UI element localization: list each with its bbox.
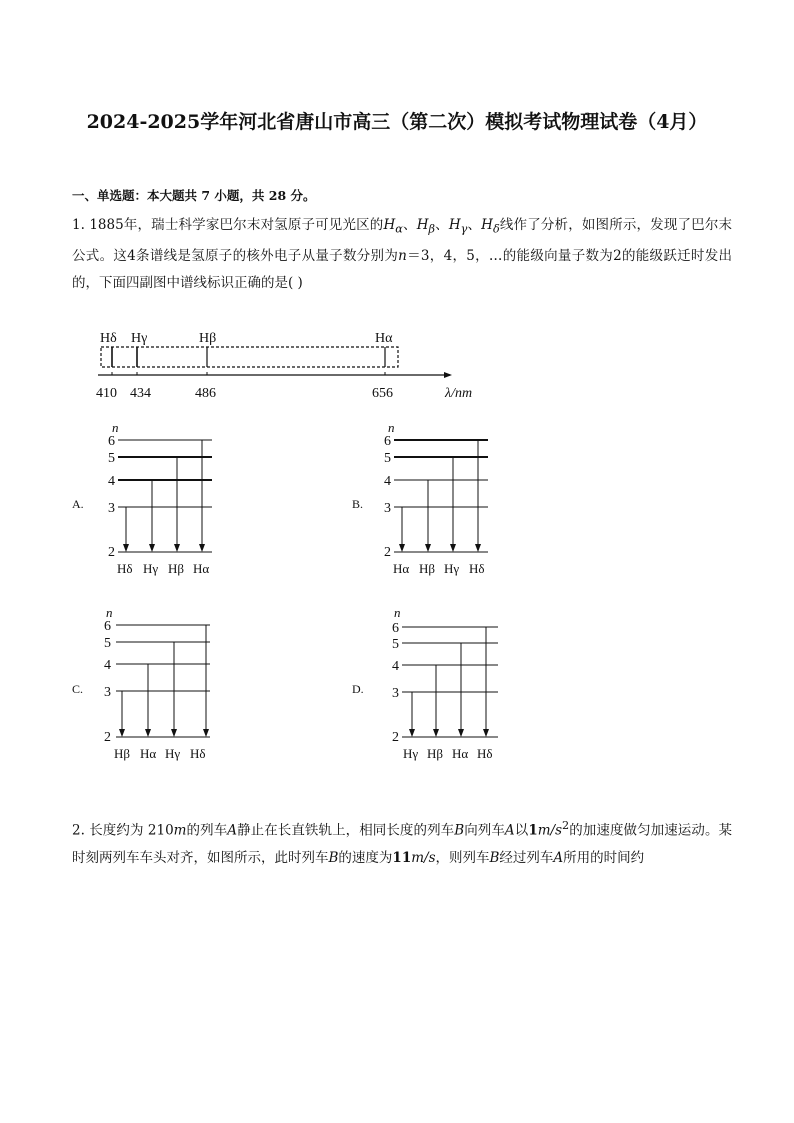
spectrum-figure: [90, 320, 490, 402]
level-2-label: 2: [392, 730, 399, 745]
q1-text-2: 线作了分析，如图所示，发现了巴尔末公式。这4条谱线是氢原子的核外电子从量子数分别为: [72, 217, 733, 264]
q2-train-b: B: [328, 849, 339, 866]
level-6-label: 6: [108, 434, 115, 449]
level-6-label: 6: [392, 621, 399, 636]
q2-text-1: 2. 长度约为: [72, 822, 148, 839]
line-label: Hα: [140, 746, 157, 761]
page-title: 2024-2025学年河北省唐山市高三（第二次）模拟考试物理试卷（4月）: [86, 111, 708, 133]
q1-sep-1: 、: [402, 217, 417, 233]
arrow-head-icon: [483, 729, 489, 737]
q1-text-3: ＝3，4，5，…的能级向量子数为2的能级跃迁时发出的，下面四副图中谱线标识正确的是( ): [72, 247, 733, 291]
spec-label-h-delta: Hδ: [100, 331, 117, 346]
arrow-head-icon: [458, 729, 464, 737]
q1-h-gamma: H: [448, 217, 461, 233]
wavelength-486: 486: [195, 386, 216, 401]
q1-n: n: [398, 247, 407, 264]
level-2-label: 2: [108, 545, 115, 560]
q2-train-a: A: [553, 849, 564, 866]
q2-acc-square: 2: [562, 819, 570, 832]
level-5-label: 5: [392, 637, 399, 652]
q2-text-10: 所用的时间约: [563, 849, 645, 866]
level-4-label: 4: [384, 474, 391, 489]
q2-vel-unit: m/s: [411, 849, 436, 866]
line-label: Hβ: [168, 561, 185, 576]
level-3-label: 3: [108, 501, 115, 516]
option-b-diagram: [376, 420, 506, 585]
line-label: Hγ: [165, 746, 181, 761]
q2-text-5: 以: [514, 822, 529, 839]
wavelength-656: 656: [372, 386, 393, 401]
arrow-head-icon: [199, 544, 205, 552]
option-a-diagram: [100, 420, 230, 585]
q1-alpha: α: [395, 222, 403, 236]
q2-acceleration: 1: [528, 822, 538, 839]
spec-label-h-beta: Hβ: [199, 331, 217, 346]
q2-text-6: 的加速度做匀加速运动。某时刻两列车车头对齐，如图所示，此时列车: [72, 822, 733, 866]
level-3-label: 3: [104, 685, 111, 700]
level-5-label: 5: [104, 636, 111, 651]
arrow-head-icon: [119, 729, 125, 737]
line-label: Hβ: [419, 561, 436, 576]
q2-train-b: B: [489, 849, 500, 866]
arrow-head-icon: [475, 544, 481, 552]
q2-text-3: 静止在长直铁轨上，相同长度的列车: [237, 822, 455, 839]
line-label: Hδ: [190, 746, 206, 761]
question-1: [72, 212, 732, 297]
wavelength-434: 434: [130, 386, 151, 401]
axis-label: λ/nm: [445, 386, 473, 401]
option-d-letter: D.: [352, 682, 364, 696]
q1-sep-3: 、: [467, 217, 482, 233]
n-label: n: [112, 420, 119, 435]
question-2: [72, 812, 732, 872]
q2-velocity: 11: [392, 849, 412, 866]
level-2-label: 2: [384, 545, 391, 560]
level-5-label: 5: [384, 451, 391, 466]
q1-sep-2: 、: [434, 217, 449, 233]
q1-h-alpha: H: [383, 217, 396, 233]
line-label: Hα: [393, 561, 410, 576]
spec-label-h-gamma: Hγ: [131, 331, 148, 346]
level-3-label: 3: [392, 686, 399, 701]
level-4-label: 4: [104, 658, 111, 673]
arrow-head-icon: [123, 544, 129, 552]
level-4-label: 4: [392, 659, 399, 674]
arrow-head-icon: [399, 544, 405, 552]
line-label: Hγ: [403, 746, 419, 761]
arrow-head-icon: [171, 729, 177, 737]
line-label: Hα: [452, 746, 469, 761]
level-2-label: 2: [104, 730, 111, 745]
option-c-letter: C.: [72, 682, 84, 696]
wavelength-410: 410: [96, 386, 117, 401]
q2-text-9: 经过列车: [499, 849, 554, 866]
q2-train-a: A: [227, 822, 238, 839]
q2-acc-unit: m/s: [537, 822, 562, 839]
arrow-head-icon: [450, 544, 456, 552]
line-label: Hδ: [117, 561, 133, 576]
q2-train-b: B: [454, 822, 465, 839]
spec-label-h-alpha: Hα: [375, 331, 393, 346]
q2-unit-m: m: [173, 822, 187, 839]
option-b-letter: B.: [352, 497, 364, 511]
line-label: Hγ: [444, 561, 460, 576]
line-label: Hδ: [469, 561, 485, 576]
q2-text-2: 的列车: [186, 822, 228, 839]
spectrum-dashed-box: [101, 347, 398, 367]
line-label: Hβ: [114, 746, 131, 761]
level-3-label: 3: [384, 501, 391, 516]
q2-text-4: 向列车: [464, 822, 505, 839]
axis-arrow-icon: [444, 372, 452, 378]
q1-gamma: γ: [460, 222, 468, 236]
arrow-head-icon: [433, 729, 439, 737]
q2-text-8: ，则列车: [435, 849, 490, 866]
arrow-head-icon: [149, 544, 155, 552]
level-4-label: 4: [108, 474, 115, 489]
arrow-head-icon: [203, 729, 209, 737]
n-label: n: [394, 605, 401, 620]
arrow-head-icon: [409, 729, 415, 737]
q1-beta: β: [428, 222, 435, 236]
arrow-head-icon: [145, 729, 151, 737]
line-label: Hβ: [427, 746, 444, 761]
arrow-head-icon: [174, 544, 180, 552]
q2-text-7: 的速度为: [338, 849, 393, 866]
q2-length: 210: [147, 822, 174, 839]
q1-h-beta: H: [416, 217, 429, 233]
level-6-label: 6: [104, 619, 111, 634]
section-heading: 一、单选题：本大题共 7 小题，共 28 分。: [72, 188, 316, 203]
n-label: n: [388, 420, 395, 435]
option-c-diagram: [98, 605, 228, 770]
line-label: Hγ: [143, 561, 159, 576]
q1-h-delta: H: [481, 217, 493, 233]
level-5-label: 5: [108, 451, 115, 466]
option-a-letter: A.: [72, 497, 84, 511]
option-d-diagram: [384, 605, 514, 770]
q1-text-1: 1. 1885年，瑞士科学家巴尔末对氢原子可见光区的: [72, 217, 384, 233]
q1-delta: δ: [492, 222, 500, 236]
level-6-label: 6: [384, 434, 391, 449]
arrow-head-icon: [425, 544, 431, 552]
line-label: Hδ: [477, 746, 493, 761]
line-label: Hα: [193, 561, 210, 576]
q2-train-a: A: [504, 822, 515, 839]
n-label: n: [106, 605, 113, 620]
